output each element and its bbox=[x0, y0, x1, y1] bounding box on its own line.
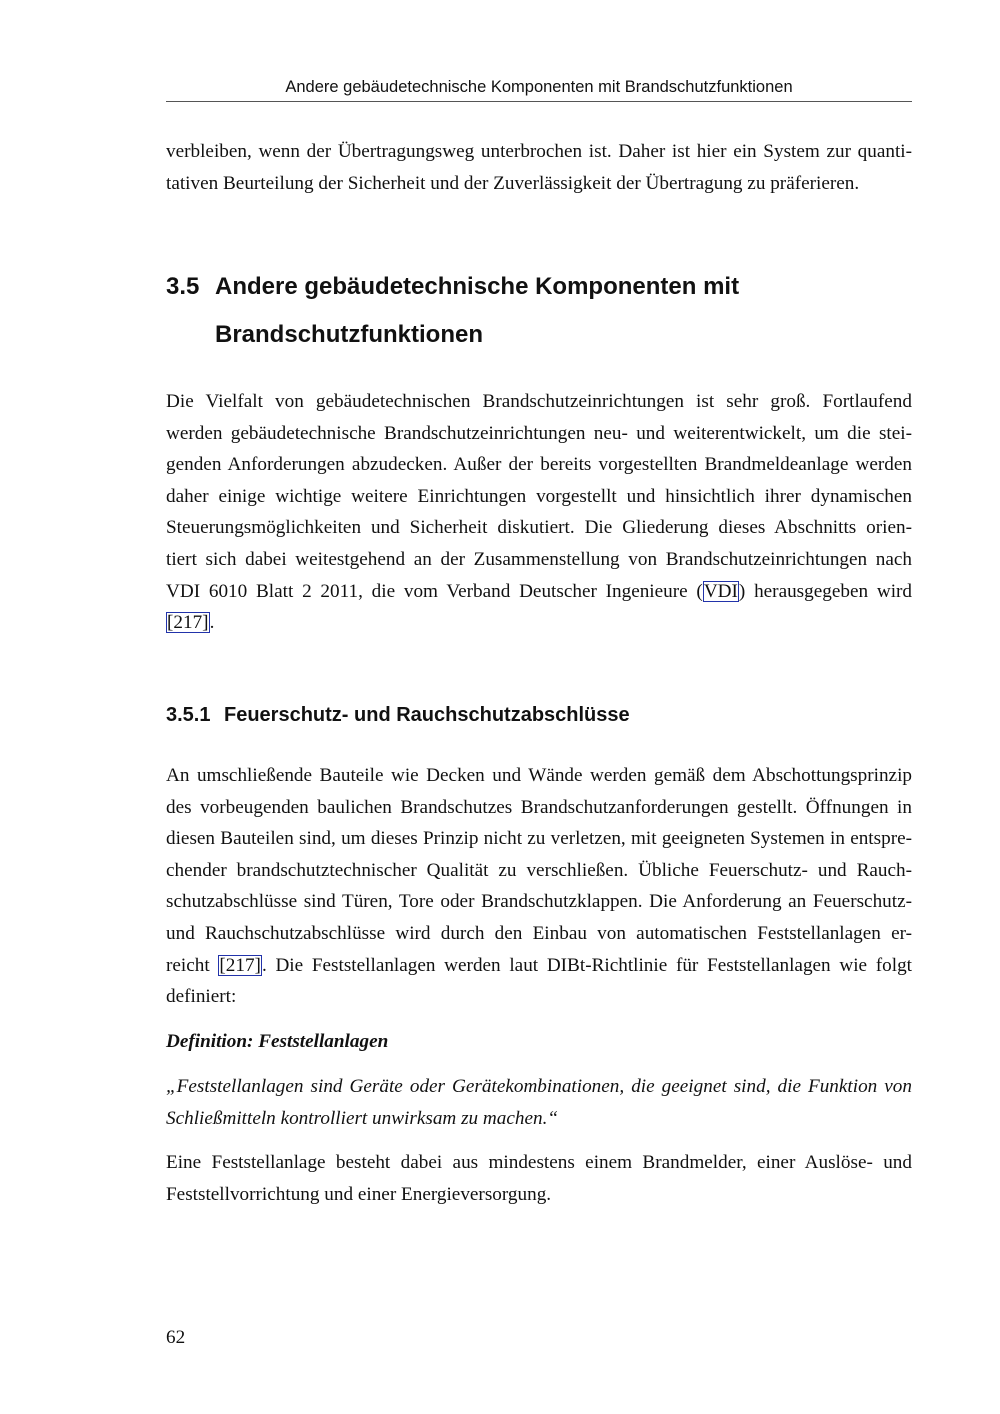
text-line: werden gebäudetechnische Brandschutzeinrichtungen neu- und weiterentwickelt, um die stei- bbox=[166, 422, 912, 444]
text-line: Steuerungsmöglichkeiten und Sicherheit diskutiert. Die Gliederung dieses Abschnitts orien- bbox=[166, 517, 912, 539]
text-line: chender brandschutztechnischer Qualität zu verschließen. Übliche Feuerschutz- und Rauch- bbox=[166, 859, 912, 881]
text-line-with-link bbox=[166, 950, 912, 982]
text-segment: VDI 6010 Blatt 2 2011, die vom Verband Deutscher Ingenieure ( bbox=[166, 580, 703, 602]
definition-title: Definition: Feststellanlagen bbox=[166, 1031, 389, 1052]
vdi-abbreviation-link[interactable]: VDI bbox=[703, 580, 738, 602]
subsection-number: 3.5.1 bbox=[166, 704, 211, 726]
section-title-line: Brandschutzfunktionen bbox=[215, 321, 483, 348]
subsection-title: Feuerschutz- und Rauchschutzabschlüsse bbox=[224, 704, 630, 726]
subsection-paragraph bbox=[166, 760, 912, 1013]
text-line-with-link bbox=[166, 576, 912, 608]
text-line: Eine Feststellanlage besteht dabei aus mindestens einem Brandmelder, einer Auslöse- und bbox=[166, 1152, 912, 1173]
running-header: Andere gebäudetechnische Komponenten mit Brandschutzfunktionen bbox=[166, 76, 912, 102]
text-line: und Rauchschutzabschlüsse wird durch den Einbau von automatischen Feststellanlagen er- bbox=[166, 922, 912, 944]
text-line: genden Anforderungen abzudecken. Außer der bereits vorgestellten Brandmeldeanlage werden bbox=[166, 454, 912, 476]
text-line: definiert: bbox=[166, 986, 237, 1008]
text-segment: . bbox=[209, 612, 215, 634]
definition-quote bbox=[166, 1071, 912, 1134]
text-line: diesen Bauteilen sind, um dieses Prinzip nicht zu verletzen, mit geeigneten Systemen in entspre- bbox=[166, 828, 912, 850]
citation-link-217[interactable]: [217] bbox=[219, 954, 261, 976]
text-line: Feststellvorrichtung und einer Energieversorgung. bbox=[166, 1183, 552, 1205]
text-line: daher einige wichtige weitere Einrichtungen vorgestellt und hinsichtlich ihrer dynamischen bbox=[166, 485, 912, 507]
text-segment: . Die Feststellanlagen werden laut DIBt-Richtlinie für Feststellanlagen wie folgt bbox=[261, 954, 912, 976]
text-line: tativen Beurteilung der Sicherheit und der Zuverlässigkeit der Übertragung zu präferieren. bbox=[166, 172, 860, 194]
quote-line: Schließmitteln kontrolliert unwirksam zu machen.“ bbox=[166, 1107, 559, 1129]
text-line: verbleiben, wenn der Übertragungsweg unterbrochen ist. Daher ist hier ein System zur quanti- bbox=[166, 141, 912, 162]
closing-paragraph bbox=[166, 1147, 912, 1210]
text-segment: reicht bbox=[166, 954, 219, 976]
text-line-with-link bbox=[166, 607, 912, 639]
section-title bbox=[215, 263, 835, 359]
text-segment: ) herausgegeben wird bbox=[738, 580, 913, 602]
citation-link-217[interactable]: [217] bbox=[167, 612, 209, 634]
intro-paragraph bbox=[166, 136, 912, 199]
section-number: 3.5 bbox=[166, 273, 200, 300]
section-paragraph bbox=[166, 386, 912, 639]
section-title-line: Andere gebäudetechnische Komponenten mit bbox=[215, 273, 740, 300]
quote-line: „Feststellanlagen sind Geräte oder Gerätekombinationen, die geeignet sind, die Funktion von bbox=[166, 1076, 912, 1097]
subsection-heading bbox=[166, 701, 912, 729]
text-line: Die Vielfalt von gebäudetechnischen Brandschutzeinrichtungen ist sehr groß. Fortlaufend bbox=[166, 391, 912, 412]
text-line: schutzabschlüsse sind Türen, Tore oder Brandschutzklappen. Die Anforderung an Feuerschutz- bbox=[166, 891, 912, 913]
page-number: 62 bbox=[166, 1327, 186, 1348]
text-line: tiert sich dabei weitestgehend an der Zusammenstellung von Brandschutzeinrichtungen nach bbox=[166, 548, 912, 570]
text-line: des vorbeugenden baulichen Brandschutzes Brandschutzanforderungen gestellt. Öffnungen in bbox=[166, 796, 912, 818]
text-line: An umschließende Bauteile wie Decken und Wände werden gemäß dem Abschottungsprinzip bbox=[166, 765, 912, 786]
